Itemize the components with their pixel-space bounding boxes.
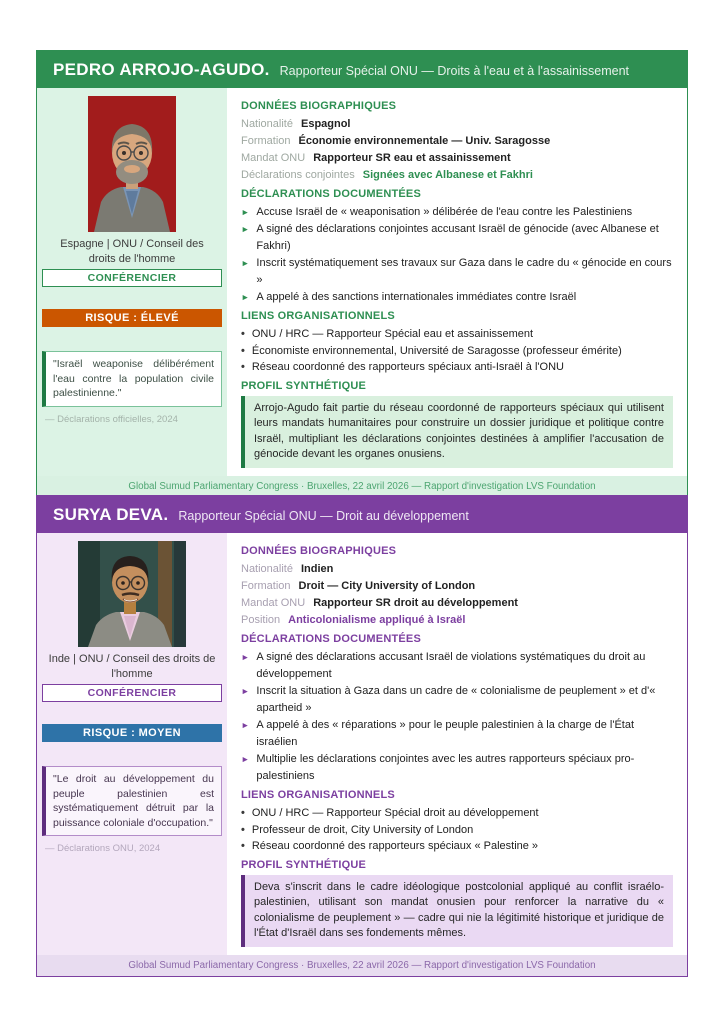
profile-sidebar bbox=[37, 533, 227, 955]
bullet-dot-icon: • bbox=[241, 840, 245, 852]
section-title-declarations: DÉCLARATIONS DOCUMENTÉES bbox=[241, 633, 421, 645]
bullet-arrow-icon: ► bbox=[241, 224, 250, 234]
card-body bbox=[37, 88, 687, 476]
bullet-dot-icon: • bbox=[241, 361, 245, 373]
lien-text: Professeur de droit, City University of London bbox=[251, 823, 474, 836]
declaration-item bbox=[241, 255, 673, 289]
bio-value: Rapporteur SR droit au développement bbox=[313, 597, 518, 609]
declaration-text: Multiplie les déclarations conjointes avec les autres rapporteurs spéciaux pro-palestiniens bbox=[256, 753, 635, 782]
lien-item bbox=[241, 822, 673, 839]
bio-value: Économie environnementale — Univ. Saragosse bbox=[298, 135, 551, 147]
lien-item bbox=[241, 343, 673, 360]
bio-row bbox=[241, 595, 673, 612]
profile-card-pedro-arrojo-agudo bbox=[36, 50, 688, 498]
lien-item bbox=[241, 805, 673, 822]
bullet-dot-icon: • bbox=[241, 328, 245, 340]
bullet-dot-icon: • bbox=[241, 807, 245, 819]
card-footer: Global Sumud Parliamentary Congress · Bruxelles, 22 avril 2026 — Rapport d'investigation LVS Foundation bbox=[37, 955, 687, 976]
declaration-text: Accuse Israël de « weaponisation » délibérée de l'eau contre les Palestiniens bbox=[256, 206, 633, 218]
bio-label: Nationalité bbox=[241, 118, 293, 130]
declaration-text: Inscrit la situation à Gaza dans un cadre de « colonialisme de peuplement » et d'« apartheid » bbox=[256, 685, 656, 714]
declaration-item bbox=[241, 751, 673, 785]
profile-photo bbox=[37, 96, 227, 232]
quote-source: — Déclarations officielles, 2024 bbox=[45, 413, 178, 425]
declaration-item bbox=[241, 717, 673, 751]
bio-value: Indien bbox=[300, 563, 334, 575]
declaration-item bbox=[241, 221, 673, 255]
bio-row bbox=[241, 578, 673, 595]
conferencier-badge: CONFÉRENCIER bbox=[42, 684, 222, 702]
origin-caption: Espagne | ONU / Conseil des droits de l'homme bbox=[60, 238, 204, 265]
bullet-arrow-icon: ► bbox=[241, 754, 250, 764]
profile-summary: Arrojo-Agudo fait partie du réseau coordonné de rapporteurs spéciaux qui utilisent leurs mandats humanitaires pour construire un dossier juridique et politique contre Israël, multipliant les déclarations conjointes destinées à amplifier l'accusation de génocide devant les organes onusiens. bbox=[241, 396, 673, 468]
section-title-profil: PROFIL SYNTHÉTIQUE bbox=[241, 379, 367, 392]
profile-sidebar bbox=[37, 88, 227, 476]
declaration-text: A appelé à des sanctions internationales immédiates contre Israël bbox=[256, 291, 577, 303]
quote-source: — Déclarations ONU, 2024 bbox=[45, 843, 161, 854]
bullet-arrow-icon: ► bbox=[241, 207, 250, 217]
bullet-arrow-icon: ► bbox=[241, 652, 250, 662]
bio-label: Déclarations conjointes bbox=[241, 169, 355, 181]
profile-photo bbox=[37, 541, 227, 647]
card-header bbox=[37, 51, 687, 88]
declaration-item bbox=[241, 683, 673, 717]
lien-text: Réseau coordonné des rapporteurs spéciaux « Palestine » bbox=[251, 840, 539, 852]
bio-label: Formation bbox=[241, 580, 291, 592]
bio-label: Mandat ONU bbox=[241, 152, 306, 164]
lien-item bbox=[241, 326, 673, 343]
lien-text: Réseau coordonné des rapporteurs spéciaux anti-Israël à l'ONU bbox=[251, 361, 564, 373]
bio-value: Droit — City University of London bbox=[298, 580, 476, 592]
bio-value-highlight: Anticolonialisme appliqué à Israël bbox=[288, 614, 466, 626]
profile-details bbox=[227, 88, 687, 476]
bio-row bbox=[241, 167, 673, 184]
quote-box: "Le droit au développement du peuple palestinien est systématiquement détruit par la puissance coloniale d'occupation." bbox=[42, 766, 222, 836]
card-body bbox=[37, 533, 687, 955]
profile-summary: Deva s'inscrit dans le cadre idéologique postcolonial appliqué au conflit israélo-palestinien, utilisant son mandat onusien pour renforcer la narrative du « colonialisme de peuplement » — cadre qui nie la légitimité historique et juridique de l'État d'Israël dans ses fondements mêmes. bbox=[241, 875, 673, 947]
lien-text: ONU / HRC — Rapporteur Spécial droit au développement bbox=[251, 807, 539, 819]
person-role: Rapporteur Spécial ONU — Droits à l'eau et à l'assainissement bbox=[279, 64, 630, 78]
bullet-dot-icon: • bbox=[241, 823, 245, 836]
bullet-dot-icon: • bbox=[241, 344, 245, 357]
bullet-arrow-icon: ► bbox=[241, 686, 250, 696]
card-header bbox=[37, 496, 687, 533]
bio-value: Espagnol bbox=[300, 118, 351, 130]
bio-label: Nationalité bbox=[241, 563, 293, 575]
bio-row bbox=[241, 561, 673, 578]
declaration-item bbox=[241, 204, 673, 221]
bullet-arrow-icon: ► bbox=[241, 720, 250, 730]
declaration-text: Inscrit systématiquement ses travaux sur Gaza dans le cadre du « génocide en cours » bbox=[256, 257, 672, 286]
risk-badge: RISQUE : ÉLEVÉ bbox=[42, 309, 222, 327]
profile-details bbox=[227, 533, 687, 955]
origin-caption: Inde | ONU / Conseil des droits de l'homme bbox=[48, 653, 216, 680]
section-title-bio: DONNÉES BIOGRAPHIQUES bbox=[241, 100, 397, 112]
quote-box: "Israël weaponise délibérément l'eau contre la population civile palestinienne." bbox=[42, 351, 222, 407]
lien-text: Économiste environnemental, Université de Saragosse (professeur émérite) bbox=[251, 344, 622, 357]
declaration-text: A signé des déclarations accusant Israël de violations systématiques du droit au développement bbox=[256, 651, 646, 680]
bio-value-highlight: Signées avec Albanese et Fakhri bbox=[362, 169, 533, 181]
section-title-liens: LIENS ORGANISATIONNELS bbox=[241, 789, 395, 801]
bullet-arrow-icon: ► bbox=[241, 258, 250, 268]
bio-label: Mandat ONU bbox=[241, 597, 306, 609]
section-title-liens: LIENS ORGANISATIONNELS bbox=[241, 310, 395, 322]
declaration-item bbox=[241, 649, 673, 683]
bio-label: Formation bbox=[241, 135, 291, 147]
section-title-declarations: DÉCLARATIONS DOCUMENTÉES bbox=[241, 188, 421, 200]
person-name: SURYA DEVA. bbox=[53, 505, 169, 524]
lien-text: ONU / HRC — Rapporteur Spécial eau et assainissement bbox=[251, 328, 534, 340]
portrait-illustration bbox=[78, 541, 186, 647]
bullet-arrow-icon: ► bbox=[241, 292, 250, 302]
profile-card-surya-deva bbox=[36, 495, 688, 977]
card-footer: Global Sumud Parliamentary Congress · Bruxelles, 22 avril 2026 — Rapport d'investigation LVS Foundation bbox=[37, 476, 687, 497]
person-role: Rapporteur Spécial ONU — Droit au développement bbox=[178, 509, 469, 523]
lien-item bbox=[241, 359, 673, 376]
bio-label: Position bbox=[241, 614, 281, 626]
declaration-item bbox=[241, 289, 673, 306]
lien-item bbox=[241, 838, 673, 855]
conferencier-badge: CONFÉRENCIER bbox=[42, 269, 222, 287]
section-title-profil: PROFIL SYNTHÉTIQUE bbox=[241, 858, 367, 871]
section-title-bio: DONNÉES BIOGRAPHIQUES bbox=[241, 545, 397, 557]
bio-row bbox=[241, 133, 673, 150]
bio-row bbox=[241, 150, 673, 167]
bio-row bbox=[241, 116, 673, 133]
bio-row bbox=[241, 612, 673, 629]
portrait-illustration bbox=[88, 96, 176, 232]
bio-value: Rapporteur SR eau et assainissement bbox=[313, 152, 511, 164]
risk-badge: RISQUE : MOYEN bbox=[42, 724, 222, 742]
declaration-text: A signé des déclarations conjointes accusant Israël de génocide (avec Albanese et Fakhri) bbox=[256, 223, 659, 252]
person-name: PEDRO ARROJO-AGUDO. bbox=[53, 60, 270, 79]
declaration-text: A appelé à des « réparations » pour le peuple palestinien à la charge de l'État israélien bbox=[256, 719, 635, 748]
